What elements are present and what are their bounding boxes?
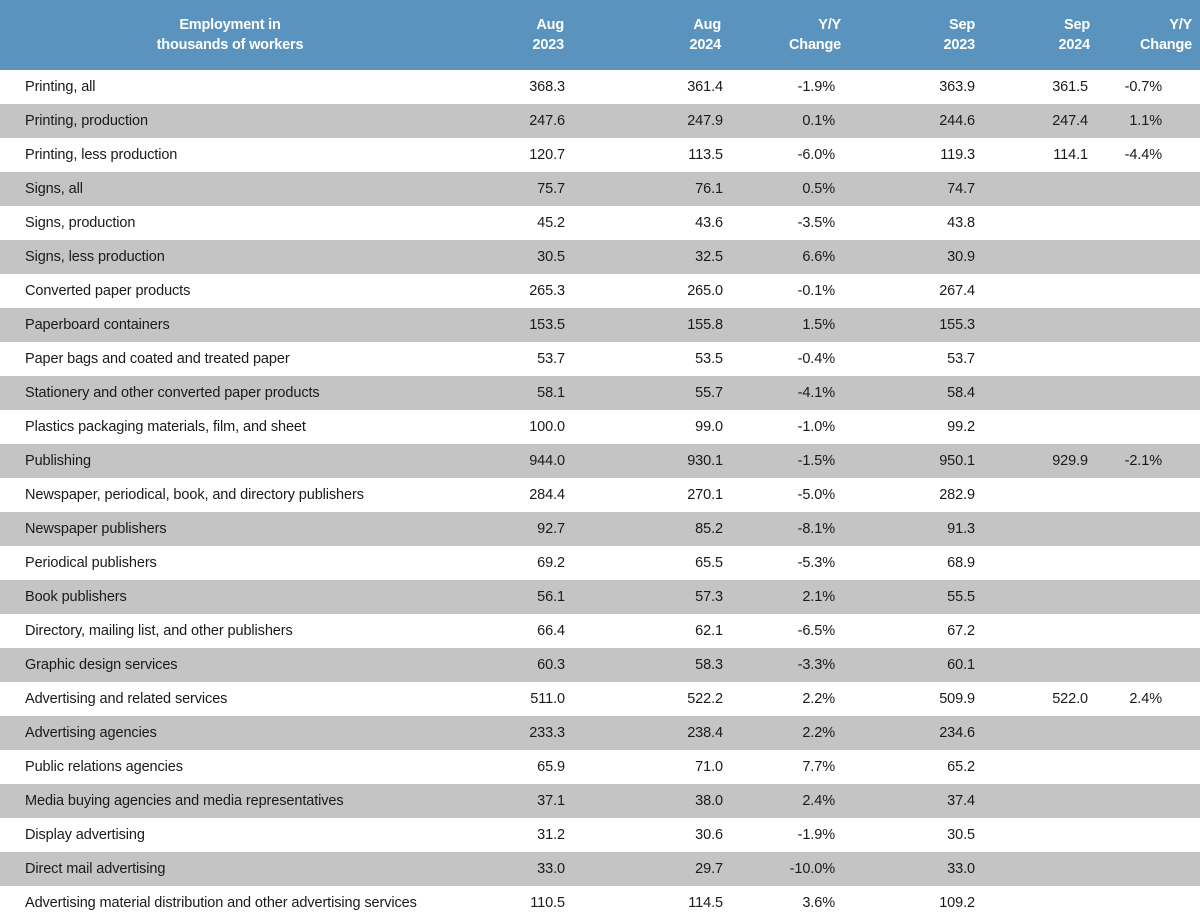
table-row	[0, 410, 1200, 444]
cell-aug-2023: 31.2	[537, 827, 565, 843]
table-header-row	[0, 0, 1200, 70]
row-label: Display advertising	[25, 827, 145, 843]
cell-sep-2024	[975, 478, 1110, 512]
cell-sep-2023: 60.1	[947, 657, 975, 673]
cell-sep-2024: 522.0	[1052, 691, 1088, 707]
cell-aug-2023: 247.6	[529, 113, 565, 129]
cell-yoy-sep	[1110, 274, 1200, 308]
cell-aug-2024: 38.0	[695, 793, 723, 809]
cell-sep-2023: 91.3	[947, 521, 975, 537]
cell-yoy-aug: -1.5%	[797, 453, 835, 469]
cell-yoy-aug: -1.9%	[797, 827, 835, 843]
row-label: Public relations agencies	[25, 759, 183, 775]
cell-aug-2023: 37.1	[537, 793, 565, 809]
cell-aug-2024: 114.5	[688, 895, 723, 911]
cell-yoy-sep: -2.1%	[1124, 453, 1162, 469]
cell-sep-2023: 267.4	[939, 283, 975, 299]
cell-yoy-aug: -3.3%	[797, 657, 835, 673]
cell-aug-2023: 45.2	[537, 215, 565, 231]
table-row	[0, 512, 1200, 546]
row-label: Paper bags and coated and treated paper	[25, 351, 290, 367]
row-label: Periodical publishers	[25, 555, 157, 571]
table-row	[0, 172, 1200, 206]
cell-yoy-aug: -6.0%	[797, 147, 835, 163]
row-label: Newspaper publishers	[25, 521, 167, 537]
cell-sep-2024	[975, 784, 1110, 818]
cell-aug-2023: 233.3	[529, 725, 565, 741]
table-row	[0, 716, 1200, 750]
row-label: Publishing	[25, 453, 91, 469]
cell-yoy-aug: -0.4%	[797, 351, 835, 367]
row-label: Converted paper products	[25, 283, 191, 299]
cell-sep-2024	[975, 206, 1110, 240]
cell-sep-2024	[975, 580, 1110, 614]
cell-yoy-aug: -4.1%	[797, 385, 835, 401]
cell-aug-2024: 65.5	[695, 555, 723, 571]
cell-yoy-aug: 0.5%	[802, 181, 835, 197]
cell-sep-2024: 361.5	[1052, 79, 1088, 95]
table-row	[0, 206, 1200, 240]
cell-sep-2024	[975, 614, 1110, 648]
row-label: Signs, less production	[25, 249, 165, 265]
cell-yoy-sep	[1110, 342, 1200, 376]
cell-aug-2024: 265.0	[687, 283, 723, 299]
table-row	[0, 138, 1200, 172]
row-label: Newspaper, periodical, book, and directory publishers	[25, 487, 364, 503]
table-row	[0, 70, 1200, 104]
row-label: Printing, less production	[25, 147, 178, 163]
row-label: Printing, production	[25, 113, 148, 129]
cell-aug-2024: 85.2	[695, 521, 723, 537]
cell-yoy-aug: -0.1%	[797, 283, 835, 299]
table-row	[0, 240, 1200, 274]
cell-yoy-sep	[1110, 172, 1200, 206]
table-row	[0, 376, 1200, 410]
row-label: Stationery and other converted paper products	[25, 385, 320, 401]
cell-yoy-sep	[1110, 410, 1200, 444]
cell-yoy-aug: -10.0%	[789, 861, 835, 877]
table-row	[0, 478, 1200, 512]
cell-sep-2024	[975, 750, 1110, 784]
cell-aug-2024: 113.5	[688, 147, 723, 163]
cell-sep-2023: 244.6	[939, 113, 975, 129]
cell-yoy-aug: 6.6%	[802, 249, 835, 265]
row-label: Signs, production	[25, 215, 136, 231]
row-label: Printing, all	[25, 79, 96, 95]
row-label: Graphic design services	[25, 657, 178, 673]
cell-yoy-sep	[1110, 648, 1200, 682]
cell-aug-2024: 270.1	[687, 487, 723, 503]
cell-yoy-sep	[1110, 240, 1200, 274]
cell-yoy-aug: 2.4%	[802, 793, 835, 809]
cell-yoy-sep	[1110, 580, 1200, 614]
cell-sep-2024	[975, 342, 1110, 376]
table-row	[0, 886, 1200, 920]
cell-aug-2024: 29.7	[695, 861, 723, 877]
cell-sep-2023: 33.0	[947, 861, 975, 877]
cell-yoy-sep	[1110, 716, 1200, 750]
row-label: Direct mail advertising	[25, 861, 166, 877]
cell-aug-2024: 522.2	[687, 691, 723, 707]
cell-yoy-sep	[1110, 818, 1200, 852]
cell-sep-2023: 55.5	[947, 589, 975, 605]
cell-sep-2023: 234.6	[939, 725, 975, 741]
cell-aug-2023: 30.5	[537, 249, 565, 265]
cell-sep-2023: 67.2	[947, 623, 975, 639]
cell-aug-2023: 944.0	[529, 453, 565, 469]
cell-yoy-aug: -6.5%	[797, 623, 835, 639]
cell-sep-2023: 950.1	[939, 453, 975, 469]
table-row	[0, 648, 1200, 682]
cell-aug-2023: 284.4	[529, 487, 565, 503]
cell-yoy-sep: 2.4%	[1129, 691, 1162, 707]
cell-yoy-sep: -4.4%	[1124, 147, 1162, 163]
cell-aug-2023: 69.2	[537, 555, 565, 571]
header-aug-2024: Aug 2024	[689, 17, 721, 53]
cell-aug-2024: 76.1	[695, 181, 723, 197]
cell-sep-2023: 119.3	[940, 147, 975, 163]
cell-aug-2024: 62.1	[695, 623, 723, 639]
cell-aug-2023: 56.1	[537, 589, 565, 605]
cell-aug-2023: 153.5	[529, 317, 565, 333]
cell-aug-2024: 43.6	[695, 215, 723, 231]
cell-sep-2024	[975, 172, 1110, 206]
table-row	[0, 308, 1200, 342]
cell-yoy-aug: 2.2%	[802, 691, 835, 707]
cell-aug-2023: 53.7	[537, 351, 565, 367]
header-sep-2024: Sep 2024	[1058, 17, 1090, 53]
cell-yoy-aug: -5.0%	[797, 487, 835, 503]
cell-sep-2023: 282.9	[939, 487, 975, 503]
cell-aug-2024: 930.1	[687, 453, 723, 469]
cell-aug-2023: 58.1	[537, 385, 565, 401]
cell-aug-2023: 33.0	[537, 861, 565, 877]
cell-yoy-sep	[1110, 308, 1200, 342]
cell-sep-2024	[975, 886, 1110, 920]
row-label: Advertising and related services	[25, 691, 228, 707]
cell-sep-2024	[975, 410, 1110, 444]
cell-sep-2023: 99.2	[947, 419, 975, 435]
table-row	[0, 682, 1200, 716]
cell-sep-2023: 155.3	[939, 317, 975, 333]
cell-yoy-sep	[1110, 546, 1200, 580]
cell-aug-2023: 368.3	[529, 79, 565, 95]
row-label: Plastics packaging materials, film, and sheet	[25, 419, 306, 435]
cell-yoy-aug: 3.6%	[802, 895, 835, 911]
cell-aug-2023: 60.3	[537, 657, 565, 673]
cell-sep-2023: 30.5	[947, 827, 975, 843]
cell-aug-2024: 361.4	[687, 79, 723, 95]
table-row	[0, 784, 1200, 818]
table-row	[0, 580, 1200, 614]
cell-sep-2023: 53.7	[947, 351, 975, 367]
cell-yoy-aug: -5.3%	[797, 555, 835, 571]
cell-sep-2023: 58.4	[947, 385, 975, 401]
cell-sep-2024	[975, 376, 1110, 410]
cell-aug-2024: 58.3	[695, 657, 723, 673]
row-label: Media buying agencies and media representatives	[25, 793, 344, 809]
cell-aug-2024: 32.5	[695, 249, 723, 265]
cell-sep-2024	[975, 648, 1110, 682]
cell-aug-2023: 110.5	[530, 895, 565, 911]
cell-sep-2023: 65.2	[947, 759, 975, 775]
cell-sep-2023: 109.2	[939, 895, 975, 911]
cell-sep-2024: 929.9	[1052, 453, 1088, 469]
cell-sep-2023: 30.9	[947, 249, 975, 265]
cell-yoy-sep	[1110, 512, 1200, 546]
header-yoy-aug: Y/Y Change	[789, 17, 841, 53]
cell-yoy-sep	[1110, 206, 1200, 240]
row-label: Directory, mailing list, and other publishers	[25, 623, 293, 639]
cell-yoy-sep	[1110, 376, 1200, 410]
cell-yoy-sep	[1110, 478, 1200, 512]
row-label: Paperboard containers	[25, 317, 170, 333]
cell-sep-2023: 509.9	[939, 691, 975, 707]
cell-sep-2024	[975, 308, 1110, 342]
cell-aug-2023: 265.3	[529, 283, 565, 299]
cell-aug-2024: 99.0	[695, 419, 723, 435]
cell-yoy-sep	[1110, 886, 1200, 920]
cell-aug-2023: 92.7	[537, 521, 565, 537]
header-aug-2023: Aug 2023	[532, 17, 564, 53]
cell-yoy-sep: 1.1%	[1129, 113, 1162, 129]
cell-sep-2023: 68.9	[947, 555, 975, 571]
cell-yoy-aug: 1.5%	[802, 317, 835, 333]
table-row	[0, 342, 1200, 376]
header-category: Employment in thousands of workers	[156, 17, 304, 53]
cell-yoy-aug: 7.7%	[802, 759, 835, 775]
cell-yoy-aug: 0.1%	[802, 113, 835, 129]
cell-sep-2023: 37.4	[947, 793, 975, 809]
cell-yoy-aug: -3.5%	[797, 215, 835, 231]
row-label: Advertising material distribution and other advertising services	[25, 895, 417, 911]
row-label: Advertising agencies	[25, 725, 157, 741]
cell-aug-2024: 71.0	[695, 759, 723, 775]
row-label: Book publishers	[25, 589, 127, 605]
cell-aug-2024: 155.8	[687, 317, 723, 333]
cell-yoy-sep	[1110, 614, 1200, 648]
cell-yoy-sep: -0.7%	[1124, 79, 1162, 95]
cell-aug-2023: 75.7	[537, 181, 565, 197]
cell-yoy-aug: -8.1%	[797, 521, 835, 537]
cell-sep-2023: 43.8	[947, 215, 975, 231]
cell-sep-2023: 363.9	[939, 79, 975, 95]
cell-aug-2024: 30.6	[695, 827, 723, 843]
cell-sep-2024	[975, 852, 1110, 886]
row-label: Signs, all	[25, 181, 83, 197]
cell-sep-2024: 247.4	[1052, 113, 1088, 129]
cell-aug-2023: 511.0	[530, 691, 565, 707]
cell-aug-2024: 55.7	[695, 385, 723, 401]
cell-sep-2024	[975, 240, 1110, 274]
cell-aug-2024: 53.5	[695, 351, 723, 367]
header-sep-2023: Sep 2023	[943, 17, 975, 53]
cell-sep-2024	[975, 818, 1110, 852]
table-row	[0, 852, 1200, 886]
table-row	[0, 274, 1200, 308]
table-row	[0, 104, 1200, 138]
cell-sep-2023: 74.7	[947, 181, 975, 197]
cell-yoy-aug: -1.0%	[797, 419, 835, 435]
cell-yoy-aug: 2.1%	[802, 589, 835, 605]
cell-yoy-sep	[1110, 852, 1200, 886]
table-row	[0, 546, 1200, 580]
cell-yoy-sep	[1110, 750, 1200, 784]
cell-sep-2024	[975, 546, 1110, 580]
table-row	[0, 444, 1200, 478]
cell-yoy-sep	[1110, 784, 1200, 818]
table-row	[0, 614, 1200, 648]
cell-aug-2023: 100.0	[529, 419, 565, 435]
table-row	[0, 750, 1200, 784]
cell-aug-2023: 66.4	[537, 623, 565, 639]
cell-sep-2024	[975, 274, 1110, 308]
cell-yoy-aug: 2.2%	[802, 725, 835, 741]
cell-aug-2024: 238.4	[687, 725, 723, 741]
cell-yoy-aug: -1.9%	[797, 79, 835, 95]
cell-aug-2024: 247.9	[687, 113, 723, 129]
cell-aug-2023: 120.7	[529, 147, 565, 163]
cell-sep-2024	[975, 716, 1110, 750]
cell-sep-2024: 114.1	[1053, 147, 1088, 163]
cell-aug-2024: 57.3	[695, 589, 723, 605]
cell-aug-2023: 65.9	[537, 759, 565, 775]
header-yoy-sep: Y/Y Change	[1140, 17, 1192, 53]
table-row	[0, 818, 1200, 852]
cell-sep-2024	[975, 512, 1110, 546]
